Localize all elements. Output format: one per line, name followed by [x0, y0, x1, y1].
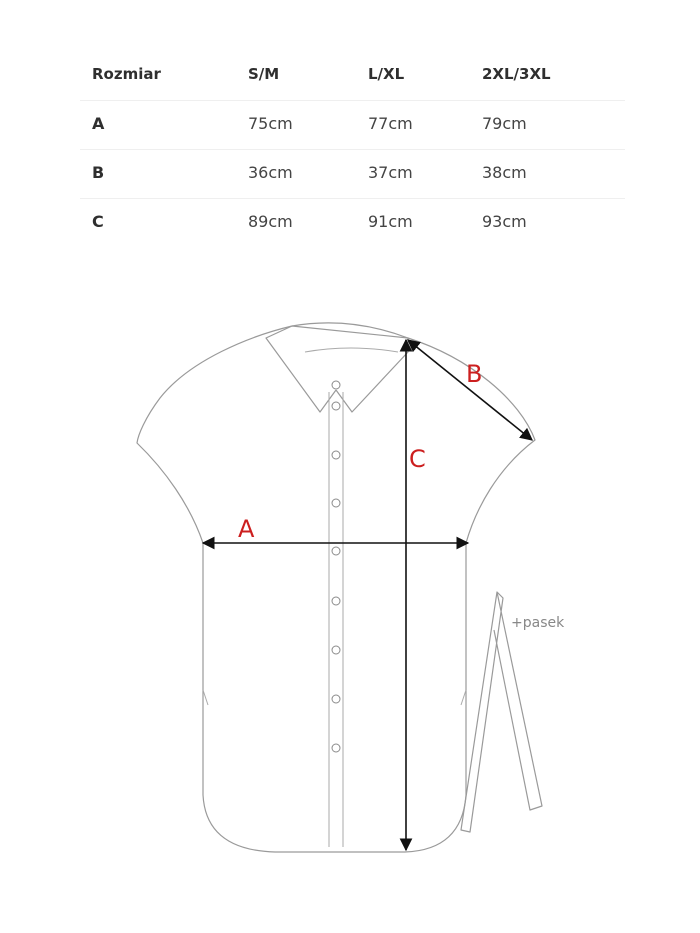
belt: [461, 592, 565, 832]
shirt-buttons: [332, 381, 340, 752]
button-icon: [332, 499, 340, 507]
measurement-lines: [203, 340, 532, 850]
button-icon: [332, 402, 340, 410]
measure-label-c: C: [409, 445, 426, 473]
measure-label-b: B: [466, 360, 483, 388]
button-icon: [332, 547, 340, 555]
cell-b-s-m: 36cm: [248, 163, 293, 182]
side-slit-left: [203, 690, 208, 705]
cell-a-2xl-3xl: 79cm: [482, 114, 527, 133]
header-l-xl: L/XL: [368, 65, 405, 83]
cell-c-l-xl: 91cm: [368, 212, 413, 231]
cell-c-2xl-3xl: 93cm: [482, 212, 527, 231]
row-label-c: C: [92, 212, 104, 231]
button-icon: [332, 381, 340, 389]
cell-b-2xl-3xl: 38cm: [482, 163, 527, 182]
header-s-m: S/M: [248, 65, 280, 83]
row-label-a: A: [92, 114, 105, 133]
collar-stitch: [305, 348, 398, 352]
button-icon: [332, 744, 340, 752]
cell-a-s-m: 75cm: [248, 114, 293, 133]
button-icon: [332, 646, 340, 654]
side-slit-right: [461, 690, 466, 705]
measure-line-b: [408, 340, 532, 440]
header-2xl-3xl: 2XL/3XL: [482, 65, 551, 83]
button-icon: [332, 695, 340, 703]
belt-note: +pasek: [511, 615, 565, 631]
button-icon: [332, 451, 340, 459]
cell-b-l-xl: 37cm: [368, 163, 413, 182]
button-icon: [332, 597, 340, 605]
cell-a-l-xl: 77cm: [368, 114, 413, 133]
cell-c-s-m: 89cm: [248, 212, 293, 231]
shirt-placket: [329, 392, 343, 847]
measure-label-a: A: [238, 515, 255, 543]
header-size: Rozmiar: [92, 65, 161, 83]
row-label-b: B: [92, 163, 105, 182]
